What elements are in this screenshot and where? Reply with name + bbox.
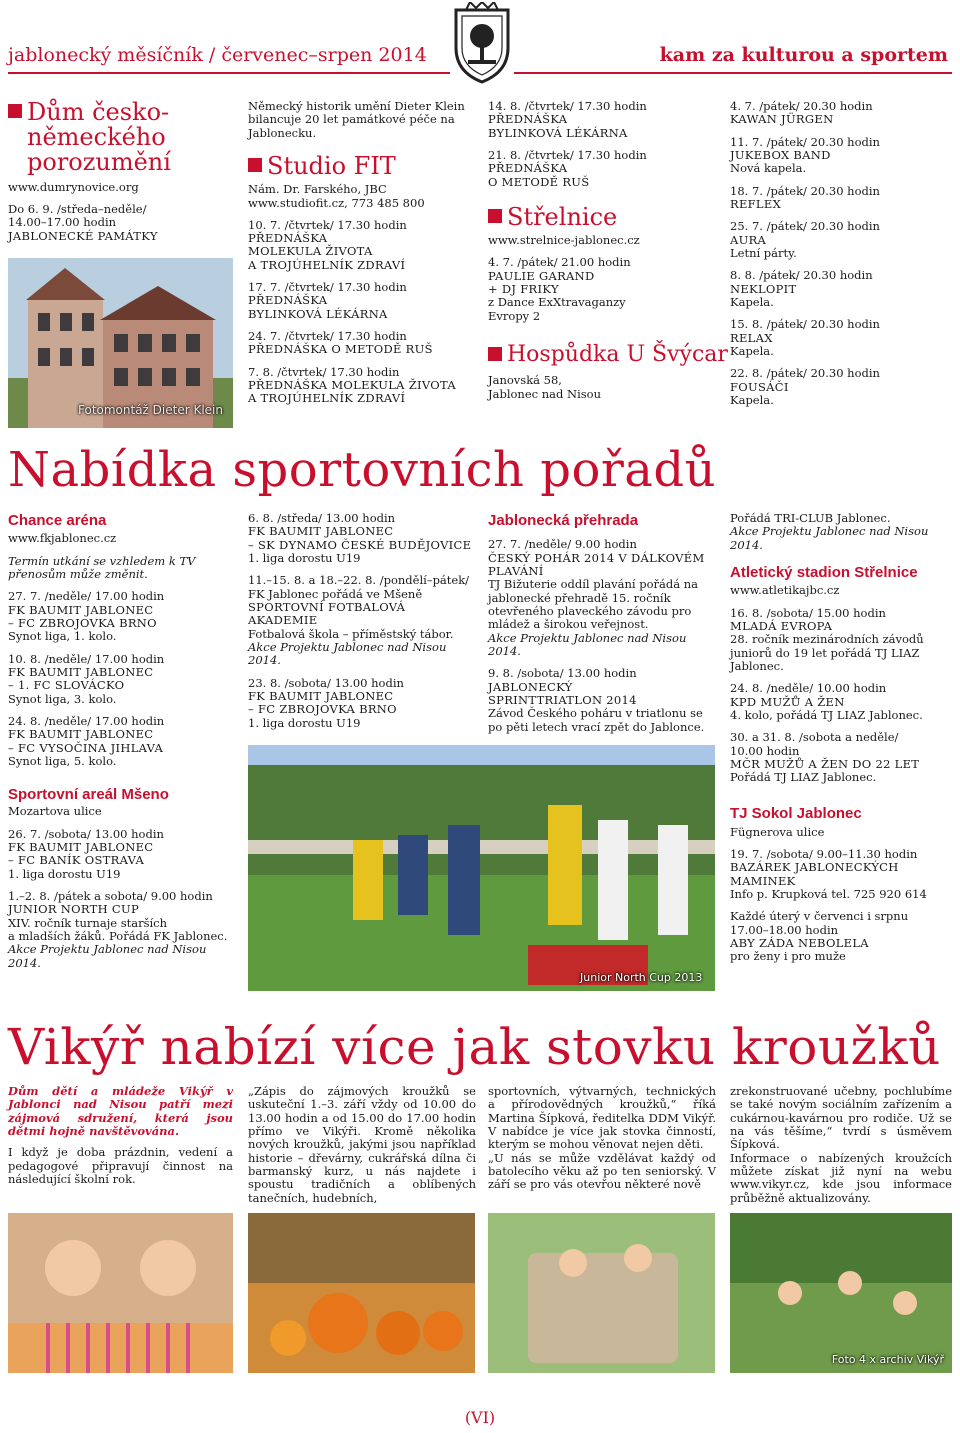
vikyr-p6: Informace o nabízených kroužcích můžete získat již nyní na webu www.vikyr.cz, kde jsou informace průběžně aktualizovány. bbox=[730, 1150, 952, 1205]
match-team: – SK DYNAMO ČESKÉ BUDĚJOVICE bbox=[248, 537, 472, 552]
event-note: 1. liga dorostu U19 bbox=[8, 866, 121, 881]
hospudka-addr1: Janovská 58, bbox=[488, 373, 562, 388]
event-note: Kapela. bbox=[730, 343, 774, 358]
event-date: 19. 7. /sobota/ 9.00–11.30 hodin bbox=[730, 847, 918, 862]
dum-url[interactable]: www.dumrynovice.org bbox=[8, 179, 139, 194]
match-league: Synot liga, 3. kolo. bbox=[8, 691, 117, 706]
junior-cup-caption: Junior North Cup 2013 bbox=[580, 971, 703, 985]
event-date: 27. 7. /neděle/ 9.00 hodin bbox=[488, 537, 637, 552]
event-date: 30. a 31. 8. /sobota a neděle/ bbox=[730, 730, 899, 745]
event-name: NEKLOPIT bbox=[730, 281, 797, 296]
tri-club: Pořádá TRI-CLUB Jablonec. bbox=[730, 511, 891, 525]
hospudka-heading: Hospůdka U Švýcar bbox=[488, 343, 716, 366]
event-note: Kapela. bbox=[730, 294, 774, 309]
event-note: z Dance ExXtravaganzy Evropy 2 bbox=[488, 295, 626, 323]
vikyr-photo-pumpkins bbox=[248, 1213, 475, 1373]
event-name: RELAX bbox=[730, 330, 773, 345]
event-name: MČR MUŽŮ A ŽEN DO 22 LET bbox=[730, 756, 920, 771]
vikyr-photo-outdoor bbox=[730, 1213, 952, 1373]
mseno-address: Mozartova ulice bbox=[8, 804, 102, 819]
hospudka-program bbox=[730, 100, 952, 407]
event-date: 4. 7. /pátek/ 20.30 hodin bbox=[730, 99, 873, 113]
event-date: 4. 7. /pátek/ 21.00 hodin bbox=[488, 255, 631, 270]
event-date: 16. 8. /sobota/ 15.00 hodin bbox=[730, 605, 886, 620]
chance-arena-section bbox=[8, 512, 233, 970]
junior-cup-photo bbox=[248, 745, 715, 991]
event-note: Kapela. bbox=[730, 392, 774, 407]
event-date: 7. 8. /čtvrtek/ 17.30 hodin bbox=[248, 364, 400, 379]
match-team: – FC BANÍK OSTRAVA bbox=[8, 853, 145, 868]
event-note: Nová kapela. bbox=[730, 161, 807, 176]
dum-date: Do 6. 9. /středa–neděle/ bbox=[8, 201, 147, 216]
dum-heading: Dům česko-německého porozumění bbox=[8, 100, 233, 176]
top-col3 bbox=[488, 99, 728, 401]
event-line: A TROJÚHELNÍK ZDRAVÍ bbox=[248, 391, 406, 406]
dum-time: 14.00–17.00 hodin bbox=[8, 215, 117, 230]
event-date: 23. 8. /sobota/ 13.00 hodin bbox=[248, 675, 404, 690]
event-date: 11. 7. /pátek/ 20.30 hodin bbox=[730, 134, 880, 149]
atletika-heading: Atletický stadion Střelnice bbox=[730, 563, 918, 581]
event-line: PŘEDNÁŠKA bbox=[488, 112, 568, 127]
match-team: FK BAUMIT JABLONEC bbox=[248, 688, 394, 703]
event-name: AKADEMIE bbox=[248, 613, 318, 628]
event-intro: FK Jablonec pořádá ve Mšeně bbox=[248, 586, 423, 601]
event-date: 18. 7. /pátek/ 20.30 hodin bbox=[730, 183, 880, 198]
sokol-address: Fügnerova ulice bbox=[730, 824, 825, 839]
event-date: 17. 7. /čtvrtek/ 17.30 hodin bbox=[248, 280, 407, 295]
event-date: 22. 8. /pátek/ 20.30 hodin bbox=[730, 366, 880, 381]
match-team: FK BAUMIT JABLONEC bbox=[8, 664, 154, 679]
event-name: MAMINEK bbox=[730, 873, 796, 888]
dum-event: JABLONECKÉ PAMÁTKY bbox=[8, 228, 158, 243]
match-league: Synot liga, 1. kolo. bbox=[8, 629, 117, 644]
event-name: JUKEBOX BAND bbox=[730, 147, 831, 162]
event-date: 25. 7. /pátek/ 20.30 hodin bbox=[730, 219, 880, 234]
event-text: Závod Českého poháru v triatlonu se po pěti letech vrací zpět do Jablonce. bbox=[488, 706, 705, 734]
event-date: 10.00 hodin bbox=[730, 743, 800, 758]
atletika-url[interactable]: www.atletikajbc.cz bbox=[730, 583, 840, 598]
event-text: Pořádá TJ LIAZ Jablonec. bbox=[730, 770, 877, 785]
chance-heading: Chance aréna bbox=[8, 512, 107, 529]
event-akce: Akce Projektu Jablonec nad Nisou 2014. bbox=[8, 942, 207, 970]
match-team: – FC ZBROJOVKA BRNO bbox=[8, 615, 157, 630]
vikyr-photo-weaving bbox=[8, 1213, 233, 1373]
event-info: Info p. Krupková tel. 725 920 614 bbox=[730, 887, 927, 902]
chance-url[interactable]: www.fkjablonec.cz bbox=[8, 531, 117, 546]
event-date: 9. 8. /sobota/ 13.00 hodin bbox=[488, 666, 637, 681]
event-line: BYLINKOVÁ LÉKÁRNA bbox=[248, 306, 388, 321]
match-league: Synot liga, 5. kolo. bbox=[8, 753, 117, 768]
event-date: 24. 8. /neděle/ 10.00 hodin bbox=[730, 681, 887, 696]
event-date: 11.–15. 8. a 18.–22. 8. /pondělí–pátek/ bbox=[248, 573, 470, 588]
event-name: SPORTOVNÍ FOTBALOVÁ bbox=[248, 599, 406, 614]
dum-photo-caption: Fotomontáž Dieter Klein bbox=[78, 403, 223, 418]
event-name: SPRINTTRIATLON 2014 bbox=[488, 692, 637, 707]
event-name: MLADÁ EVROPA bbox=[730, 618, 833, 633]
event-name: FOUSÁČI bbox=[730, 379, 789, 394]
event-name: KAWAN JÜRGEN bbox=[730, 112, 834, 127]
match-team: FK BAUMIT JABLONEC bbox=[8, 602, 154, 617]
event-line: PŘEDNÁŠKA O METODĚ RUŠ bbox=[248, 342, 433, 357]
event-date: 15. 8. /pátek/ 20.30 hodin bbox=[730, 317, 880, 332]
event-date: 26. 7. /sobota/ 13.00 hodin bbox=[8, 826, 164, 841]
event-name: PLAVÁNÍ bbox=[488, 563, 544, 578]
event-line: + DJ FRIKY bbox=[488, 282, 559, 297]
event-line: PŘEDNÁŠKA bbox=[248, 231, 328, 246]
studio-fit-section bbox=[248, 100, 476, 406]
mseno-heading: Sportovní areál Mšeno bbox=[8, 786, 169, 804]
event-date: 24. 7. /čtvrtek/ 17.30 hodin bbox=[248, 329, 407, 344]
event-text: 4. kolo, pořádá TJ LIAZ Jablonec. bbox=[730, 707, 923, 722]
event-note: 1. liga dorostu U19 bbox=[248, 715, 361, 730]
event-text: TJ Bižuterie oddíl plavání pořádá na jablonecké přehradě 15. ročník otevřeného plaveckého závodu pro mládež a širokou veřejnost. bbox=[488, 577, 699, 632]
event-name: JABLONECKÝ bbox=[488, 679, 573, 694]
event-line: BYLINKOVÁ LÉKÁRNA bbox=[488, 125, 628, 140]
sokol-heading: TJ Sokol Jablonec bbox=[730, 804, 862, 822]
strelnice-url[interactable]: www.strelnice-jablonec.cz bbox=[488, 233, 640, 248]
vikyr-col4 bbox=[730, 1085, 952, 1205]
studio-fit-contact[interactable]: www.studiofit.cz, 773 485 800 bbox=[248, 195, 425, 210]
event-date: 1.–2. 8. /pátek a sobota/ 9.00 hodin bbox=[8, 889, 213, 904]
vikyr-p1: I když je doba prázdnin, vedení a pedagogové připravují činnost na následující školní rok. bbox=[8, 1145, 233, 1186]
event-date: 6. 8. /středa/ 13.00 hodin bbox=[248, 511, 396, 525]
event-date: 8. 8. /pátek/ 20.30 hodin bbox=[730, 268, 873, 283]
dum-intro: Německý historik umění Dieter Klein bilancuje 20 let památkové péče na Jablonecku. bbox=[248, 99, 465, 140]
vikyr-col2 bbox=[248, 1085, 476, 1205]
event-note: XIV. ročník turnaje starších bbox=[8, 915, 168, 930]
event-line: PŘEDNÁŠKA bbox=[248, 293, 328, 308]
sport-col4 bbox=[730, 512, 952, 964]
event-date: Každé úterý v červenci i srpnu bbox=[730, 909, 909, 924]
event-name: BAZÁREK JABLONECKÝCH bbox=[730, 860, 899, 875]
match-date: 27. 7. /neděle/ 17.00 hodin bbox=[8, 589, 165, 604]
vikyr-col3 bbox=[488, 1085, 716, 1192]
event-name: REFLEX bbox=[730, 196, 782, 211]
event-line: PŘEDNÁŠKA MOLEKULA ŽIVOTA bbox=[248, 378, 456, 393]
event-akce: Akce Projektu Jablonec nad Nisou 2014. bbox=[248, 639, 447, 668]
event-date: 17.00–18.00 hodin bbox=[730, 922, 839, 937]
event-name: AURA bbox=[730, 232, 767, 247]
event-date: 10. 7. /čtvrtek/ 17.30 hodin bbox=[248, 217, 407, 232]
event-note: Letní párty. bbox=[730, 245, 797, 260]
vikyr-p2: „Zápis do zájmových kroužků se uskuteční 1.–3. září vždy od 10.00 do 13.00 hodin a od 15.00 do 17.00 hodin přímo ve Vikýři. Kromě několika nových kroužků, jakými jsou například historie – dřevárny, cukrářská dílna či barmanský kurz, u nás najdete i spoustu tradičních a oblíbených tanečních, hudebních, bbox=[248, 1084, 476, 1205]
mseno-program-2 bbox=[248, 512, 476, 730]
event-date: 14. 8. /čtvrtek/ 17.30 hodin bbox=[488, 99, 647, 113]
match-date: 10. 8. /neděle/ 17.00 hodin bbox=[8, 651, 165, 666]
match-team: – FC VYSOČINA JIHLAVA bbox=[8, 740, 164, 755]
event-akce: Akce Projektu Jablonec nad Nisou 2014. bbox=[730, 524, 929, 552]
event-note: Fotbalová škola – příměstský tábor. bbox=[248, 626, 454, 641]
studio-fit-address: Nám. Dr. Farského, JBC bbox=[248, 182, 387, 197]
match-team: FK BAUMIT JABLONEC bbox=[248, 524, 394, 539]
match-team: FK BAUMIT JABLONEC bbox=[8, 727, 154, 742]
dum-photo bbox=[8, 258, 233, 428]
vikyr-p3: sportovních, výtvarných, technických a přírodovědných kroužků,“ říká Martina Šípková, ředitelka DDM Vikýř. V nabídce je více jak stovka činností, kterým se mohou věnovat nejen děti. bbox=[488, 1084, 716, 1152]
sport-title: Nabídka sportovních pořadů bbox=[8, 442, 717, 498]
event-line: PŘEDNÁŠKA bbox=[488, 161, 568, 176]
match-team: – 1. FC SLOVÁCKO bbox=[8, 678, 125, 693]
vikyr-photo-children bbox=[488, 1213, 715, 1373]
match-date: 24. 8. /neděle/ 17.00 hodin bbox=[8, 713, 165, 728]
strelnice-heading: Střelnice bbox=[488, 205, 716, 230]
event-line: MOLEKULA ŽIVOTA bbox=[248, 244, 373, 259]
city-crest-icon bbox=[450, 2, 514, 84]
event-line: PAULIE GARAND bbox=[488, 268, 595, 283]
event-note: 1. liga dorostu U19 bbox=[248, 550, 361, 565]
vikyr-intro: Dům dětí a mládeže Vikýř v Jablonci nad Nisou patří mezi zájmová sdružení, která jsou dětmi hojně navštěvována. bbox=[8, 1084, 233, 1138]
studio-fit-heading: Studio FIT bbox=[248, 154, 476, 179]
match-team: – FC ZBROJOVKA BRNO bbox=[248, 702, 397, 717]
event-akce: Akce Projektu Jablonec nad Nisou 2014. bbox=[488, 630, 687, 658]
vikyr-p5: zrekonstruované učebny, pochlubíme se také novým sociálním zařízením a cukárnou-kavárnou pro rodiče. Už se na vás těšíme,“ tvrdí s úsměvem Šípková. bbox=[730, 1084, 952, 1152]
hospudka-addr2: Jablonec nad Nisou bbox=[488, 386, 601, 401]
chance-note: Termín utkání se vzhledem k TV přenosům může změnit. bbox=[8, 553, 196, 581]
event-name: KPD MUŽŮ A ŽEN bbox=[730, 694, 845, 709]
header-title: jablonecký měsíčník / červenec–srpen 2014 bbox=[8, 44, 427, 66]
vikyr-photo-caption: Foto 4 x archiv Vikýř bbox=[831, 1353, 944, 1367]
event-date: 21. 8. /čtvrtek/ 17.30 hodin bbox=[488, 147, 647, 162]
prehrada-heading: Jablonecká přehrada bbox=[488, 512, 639, 529]
event-text: 28. ročník mezinárodních závodů juniorů do 19 let pořádá TJ LIAZ Jablonec. bbox=[730, 632, 924, 673]
vikyr-col1 bbox=[8, 1085, 233, 1186]
event-line: O METODĚ RUŠ bbox=[488, 174, 590, 189]
event-name: ČESKÝ POHÁR 2014 V DÁLKOVÉM bbox=[488, 550, 705, 565]
event-note: pro ženy i pro muže bbox=[730, 949, 846, 964]
prehrada-section bbox=[488, 512, 716, 734]
event-note: a mladších žáků. Pořádá FK Jablonec. bbox=[8, 929, 228, 944]
event-name: JUNIOR NORTH CUP bbox=[8, 902, 139, 917]
dum-section bbox=[8, 100, 233, 243]
page-number: (VI) bbox=[464, 1408, 496, 1427]
event-line: A TROJÚHELNÍK ZDRAVÍ bbox=[248, 257, 406, 272]
header-section: kam za kulturou a sportem bbox=[659, 44, 948, 66]
vikyr-p4: „U nás se může vzdělávat každý od batolecího věku až po ten seniorský. V září se pro vás otevřou některé nově bbox=[488, 1150, 716, 1192]
vikyr-title: Vikýř nabízí více jak stovku kroužků bbox=[8, 1018, 941, 1076]
event-name: ABY ZÁDA NEBOLELA bbox=[730, 936, 869, 951]
match-team: FK BAUMIT JABLONEC bbox=[8, 840, 154, 855]
